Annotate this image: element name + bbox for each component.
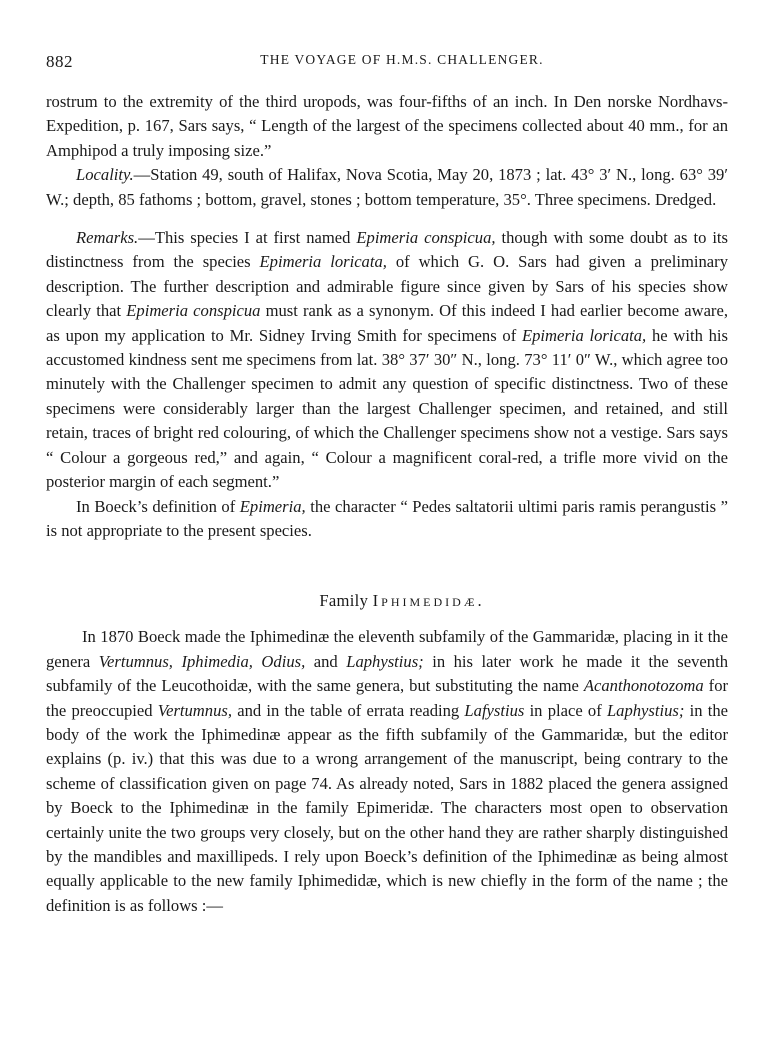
paragraph-continuation	[46, 90, 728, 163]
remarks-label: Remarks.	[76, 228, 139, 248]
paragraph-text: rostrum to the extremity of the third uropods, was four-fifths of an inch. In Den norske Nordhavs-Expedition, p. 167, Sars says, “ Length of the largest of the specimens collected about 40 mm., for an Amphipod a truly imposing size.”	[46, 92, 728, 160]
genus-name: Lafystius	[464, 700, 525, 720]
paragraph-text: In Boeck’s definition of	[76, 496, 240, 516]
paragraph-text: the character “ Pedes saltatorii ultimi paris ramis perangustis ” is not appropriate to the present species.	[46, 496, 728, 540]
paragraph-text: in the body of the work the Iphimedinæ appear as the fifth subfamily of the Gammaridæ, but the editor explains (p. iv.) that this was due to a wrong arrangement of the manuscript, being contrary to the scheme of classification given on page 74. As already noted, Sars in 1882 placed the genera assigned by Boeck to the Iphimedinæ in the family Epimeridæ. The characters most open to observation certainly unite the two groups very closely, but on the other hand they are rather sharply distinguished by the mandibles and maxillipeds. I rely upon Boeck’s definition of the Iphimedinæ as being almost equally applicable to the new family Iphimedidæ, which is new chiefly in the form of the name ; the definition is as follows :—	[46, 700, 728, 915]
family-heading	[46, 591, 728, 611]
remarks-paragraph	[46, 226, 728, 494]
remarks-text: —This species I at first named	[138, 228, 357, 248]
family-paragraph	[46, 625, 728, 918]
species-name: Epimeria conspicua,	[356, 228, 496, 248]
paragraph-text: in his later work he made it the seventh subfamily of the Leucothoidæ, with the same genera, but substituting the name	[46, 651, 728, 696]
running-title: THE VOYAGE OF H.M.S. CHALLENGER.	[260, 52, 544, 67]
species-name: Epimeria loricata,	[259, 252, 387, 272]
remarks-text: he with his accustomed kindness sent me specimens from lat. 38° 37′ 30″ N., long. 73° 11′ 0″ W., which agree too minutely with the Challenger specimen to admit any question of specific distinctness. Two of these specimens were considerably larger than the largest Challenger specimen, and retained, and still retain, traces of bright red colouring, of which the Challenger specimens show not a vestige. Sars says “ Colour a gorgeous red,” and again, “ Colour a magnificent coral-red, a trifle more vivid on the posterior margin of each segment.”	[46, 325, 728, 492]
remarks-text: though with some doubt as to its distinctness from the species	[46, 228, 728, 272]
paragraph-text: In 1870 Boeck made the Iphimedinæ the eleventh subfamily of the Gammaridæ, placing in it the genera	[46, 627, 728, 671]
paragraph-text: in place of	[524, 700, 607, 720]
boeck-definition-paragraph	[46, 495, 728, 544]
species-name: Epimeria loricata,	[522, 325, 647, 345]
document-page	[46, 44, 728, 918]
locality-paragraph	[46, 163, 728, 212]
genus-name: Vertumnus,	[157, 700, 232, 720]
remarks-text: of which G. O. Sars had given a preliminary description. The further description and admirable figure since given by Sars of his species show clearly that	[46, 252, 728, 321]
species-name: Epimeria conspicua	[126, 301, 261, 321]
genus-name: Laphystius;	[606, 700, 685, 720]
family-heading-name: Iphimedidæ.	[372, 591, 485, 611]
page-number: 882	[46, 52, 73, 71]
paragraph-text: and in the table of errata reading	[232, 700, 465, 720]
genus-name: Acanthonotozoma	[583, 676, 704, 696]
paragraph-text: and	[305, 651, 347, 671]
page-header	[46, 44, 728, 74]
remarks-text: must rank as a synonym. Of this indeed I had earlier become aware, as upon my application to Mr. Sidney Irving Smith for specimens of	[46, 301, 728, 345]
locality-text: —Station 49, south of Halifax, Nova Scotia, May 20, 1873 ; lat. 43° 3′ N., long. 63° 39′ W.; depth, 85 fathoms ; bottom, gravel, stones ; bottom temperature, 35°. Three specimens. Dredged.	[46, 165, 728, 209]
genus-name: Laphystius;	[346, 651, 424, 671]
genus-name: Epimeria,	[239, 496, 306, 516]
family-heading-prefix: Family	[319, 591, 373, 611]
genus-name: Vertumnus, Iphimedia, Odius,	[98, 651, 306, 671]
locality-label: Locality.	[76, 165, 134, 185]
paragraph-text: for the preoccupied	[46, 676, 729, 720]
